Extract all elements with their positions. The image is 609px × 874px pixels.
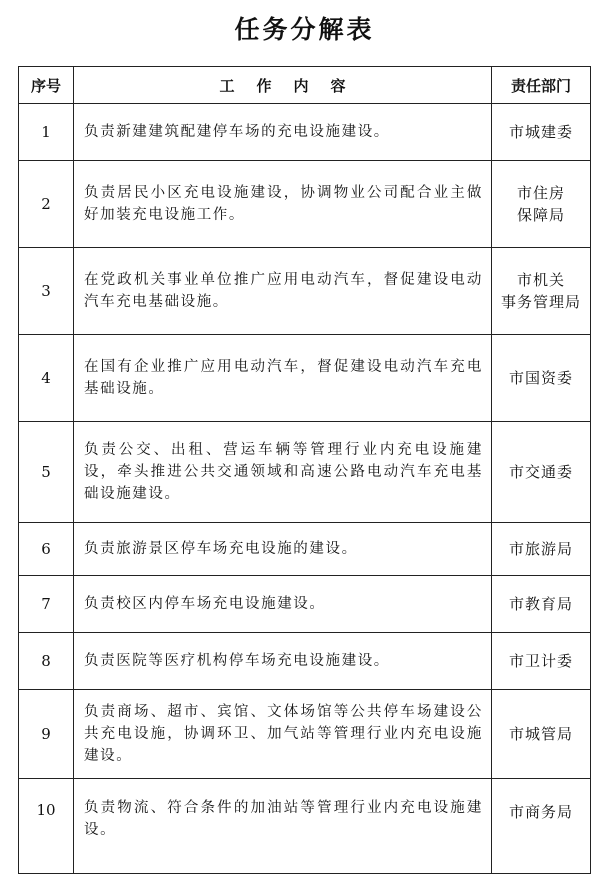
task-table [18,66,591,874]
header-content [74,67,492,104]
table-row [19,248,591,335]
header-dept: 责任部门 [492,67,591,104]
row-content: 负责旅游景区停车场充电设施的建设。 [74,523,492,576]
table-row [19,523,591,576]
row-num: 9 [19,690,74,779]
row-content: 负责新建建筑配建停车场的充电设施建设。 [74,104,492,161]
table-row [19,422,591,523]
row-content: 在党政机关事业单位推广应用电动汽车，督促建设电动汽车充电基础设施。 [74,248,492,335]
row-content: 负责商场、超市、宾馆、文体场馆等公共停车场建设公共充电设施，协调环卫、加气站等管理行业内充电设施建设。 [74,690,492,779]
row-content: 在国有企业推广应用电动汽车，督促建设电动汽车充电基础设施。 [74,335,492,422]
row-content: 负责物流、符合条件的加油站等管理行业内充电设施建设。 [74,779,492,874]
row-dept: 市国资委 [492,335,591,422]
row-num: 2 [19,161,74,248]
table-row [19,690,591,779]
table-row [19,104,591,161]
row-dept: 市卫计委 [492,633,591,690]
row-num: 5 [19,422,74,523]
table-row [19,633,591,690]
row-dept: 市旅游局 [492,523,591,576]
row-num: 1 [19,104,74,161]
row-dept: 市商务局 [492,779,591,874]
row-content: 负责校区内停车场充电设施建设。 [74,576,492,633]
row-num: 4 [19,335,74,422]
table-header-row [19,67,591,104]
table-row [19,779,591,874]
task-table-container [18,66,590,874]
row-dept: 市机关 事务管理局 [492,248,591,335]
row-dept: 市住房 保障局 [492,161,591,248]
row-num: 6 [19,523,74,576]
row-num: 10 [19,779,74,874]
row-content: 负责居民小区充电设施建设，协调物业公司配合业主做好加装充电设施工作。 [74,161,492,248]
row-content: 负责医院等医疗机构停车场充电设施建设。 [74,633,492,690]
page-title: 任务分解表 [234,15,375,44]
row-dept: 市城建委 [492,104,591,161]
table-row [19,161,591,248]
row-dept: 市城管局 [492,690,591,779]
row-num: 3 [19,248,74,335]
row-dept: 市教育局 [492,576,591,633]
row-content: 负责公交、出租、营运车辆等管理行业内充电设施建设，牵头推进公共交通领域和高速公路电动汽车充电基础设施建设。 [74,422,492,523]
row-dept: 市交通委 [492,422,591,523]
table-row [19,576,591,633]
header-num: 序号 [19,67,74,104]
row-num: 7 [19,576,74,633]
header-content-label: 工作内容 [219,76,368,95]
row-num: 8 [19,633,74,690]
table-row [19,335,591,422]
